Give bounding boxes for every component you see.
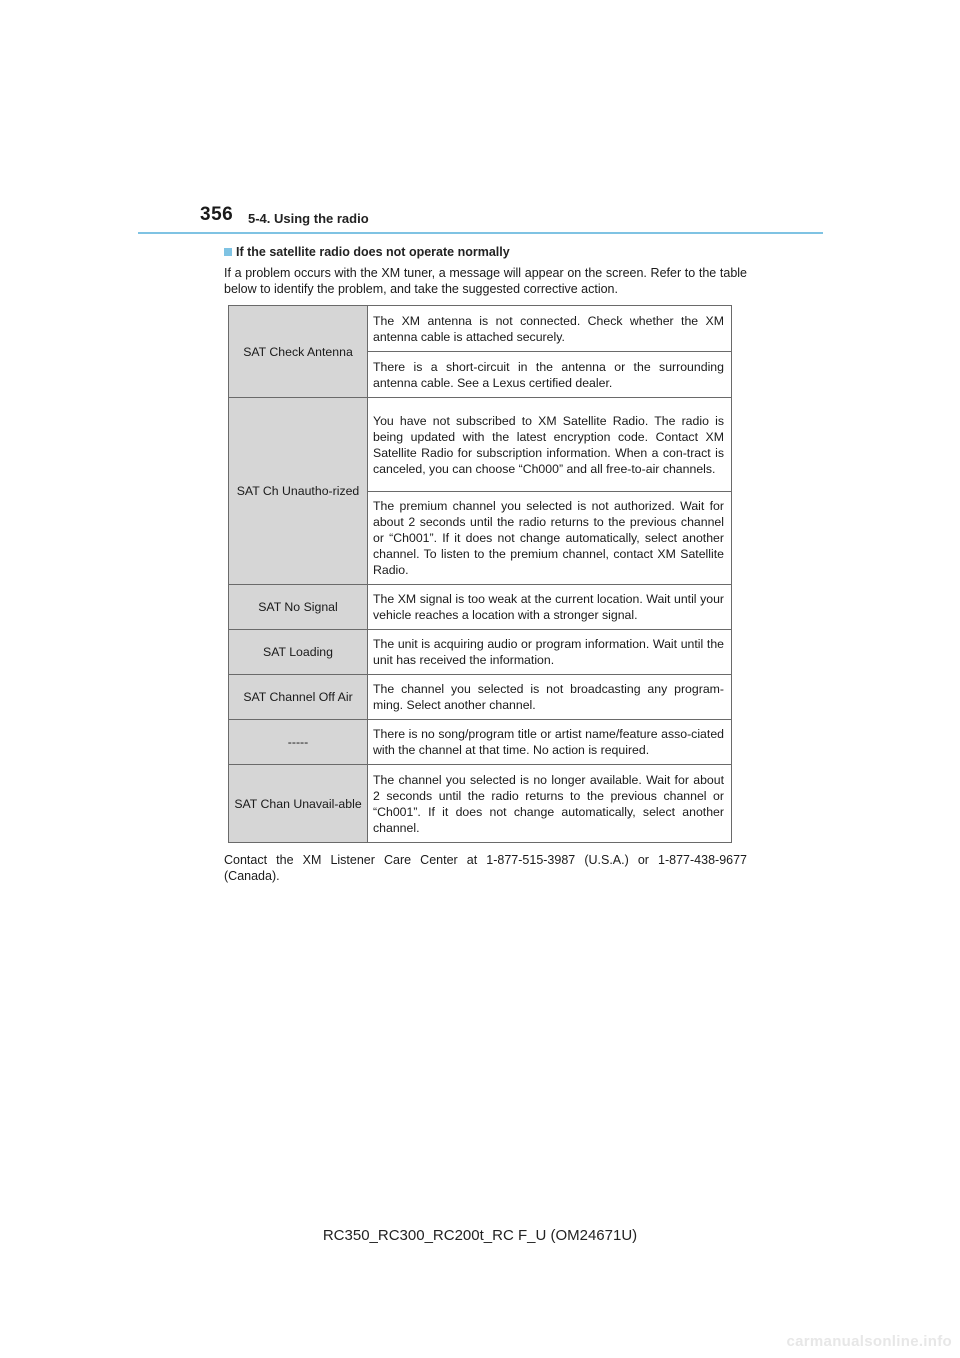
contact-paragraph: Contact the XM Listener Care Center at 1-877-515-3987 (U.S.A.) or 1-877-438-9677 (Canada). (224, 853, 747, 883)
page-number: 356 (200, 204, 234, 225)
watermark: carmanualsonline.info (786, 1333, 952, 1350)
table-row (229, 306, 732, 352)
description-cell: There is a short-circuit in the antenna or the surrounding antenna cable. See a Lexus certified dealer. (368, 352, 732, 398)
header-divider (138, 232, 823, 234)
message-cell: SAT Loading (229, 630, 368, 675)
message-table (228, 305, 732, 843)
table-row (229, 630, 732, 675)
message-cell: SAT Check Antenna (229, 306, 368, 398)
table-row (229, 765, 732, 843)
subheading (224, 245, 510, 259)
message-cell: SAT No Signal (229, 585, 368, 630)
description-cell: The XM signal is too weak at the current location. Wait until your vehicle reaches a location with a stronger signal. (368, 585, 732, 630)
table-row (229, 585, 732, 630)
intro-paragraph: If a problem occurs with the XM tuner, a message will appear on the screen. Refer to the table below to identify the problem, and take the suggested corrective action. (224, 266, 747, 296)
description-cell: The channel you selected is no longer available. Wait for about 2 seconds until the radio returns to the previous channel or “Ch001”. If it does not change automatically, select another channel. (368, 765, 732, 843)
description-cell: The XM antenna is not connected. Check whether the XM antenna cable is attached securely. (368, 306, 732, 352)
table-row (229, 720, 732, 765)
subheading-text: If the satellite radio does not operate normally (236, 245, 510, 259)
description-cell: You have not subscribed to XM Satellite Radio. The radio is being updated with the latest encryption code. Contact XM Satellite Radio for subscription information. When a con-tract is canceled, you can choose “Ch000” and all free-to-air channels. (368, 398, 732, 492)
message-cell: SAT Channel Off Air (229, 675, 368, 720)
message-cell: ----- (229, 720, 368, 765)
description-cell: The channel you selected is not broadcasting any program-ming. Select another channel. (368, 675, 732, 720)
message-cell: SAT Chan Unavail-able (229, 765, 368, 843)
table-row (229, 398, 732, 492)
message-cell: SAT Ch Unautho-rized (229, 398, 368, 585)
footer-model-code: RC350_RC300_RC200t_RC F_U (OM24671U) (322, 1227, 638, 1244)
square-bullet-icon (224, 248, 232, 256)
table-row (229, 675, 732, 720)
description-cell: The unit is acquiring audio or program information. Wait until the unit has received the information. (368, 630, 732, 675)
description-cell: There is no song/program title or artist name/feature asso-ciated with the channel at that time. No action is required. (368, 720, 732, 765)
section-title: 5-4. Using the radio (248, 211, 369, 226)
description-cell: The premium channel you selected is not authorized. Wait for about 2 seconds until the radio returns to the previous channel or “Ch001”. If it does not change automatically, select another channel. To listen to the premium channel, contact XM Satellite Radio. (368, 492, 732, 585)
